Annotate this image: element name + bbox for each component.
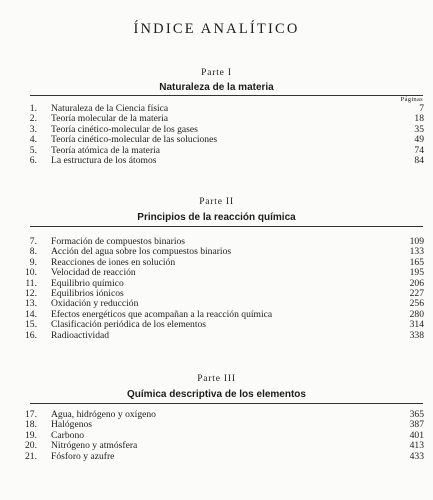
toc-entry-title: Velocidad de reacción: [51, 267, 136, 279]
toc-entry-title: Teoría atómica de la materia: [51, 144, 161, 156]
toc-entry-title: Naturaleza de la Ciencia física: [51, 103, 169, 114]
toc-entry-page: 338: [409, 329, 424, 341]
toc-entry-title: Teoría cinético-molecular de los gases: [51, 123, 198, 135]
part-2-heading: Principios de la reacción química: [137, 212, 296, 223]
toc-entry-title: Radioactividad: [51, 329, 110, 341]
toc-entry-title: Clasificación periódica de los elementos: [51, 319, 207, 331]
toc-entry-number: 1.: [29, 103, 37, 114]
toc-entry[interactable]: [0, 135, 433, 145]
toc-entry-number: 10.: [25, 267, 37, 279]
toc-entry-title: Agua, hidrógeno y oxígeno: [51, 409, 156, 420]
toc-entry[interactable]: [0, 331, 433, 341]
part-2-label: Parte II: [199, 197, 234, 207]
toc-entry-page: 314: [409, 319, 424, 331]
toc-entry-title: La estructura de los átomos: [51, 154, 157, 166]
toc-entry-number: 21.: [25, 450, 37, 462]
toc-entry-number: 3.: [29, 123, 37, 135]
part-1-entries: [0, 104, 433, 166]
pages-column-label: Páginas: [400, 96, 423, 103]
toc-entry[interactable]: [0, 156, 433, 166]
toc-entry-number: 4.: [29, 134, 37, 146]
toc-entry-title: Acción del agua sobre los compuestos binarios: [51, 246, 232, 258]
toc-entry[interactable]: [0, 268, 433, 278]
toc-entry-number: 14.: [25, 308, 37, 320]
part-1-label: Parte I: [201, 68, 232, 78]
toc-entry-number: 18.: [25, 419, 37, 431]
toc-entry-page: 206: [409, 277, 424, 289]
toc-entry-number: 8.: [29, 246, 37, 258]
toc-entry-title: Formación de compuestos binarios: [51, 236, 186, 247]
toc-entry-page: 109: [409, 236, 424, 247]
toc-entry[interactable]: [0, 452, 433, 462]
toc-entry-number: 7.: [29, 236, 37, 247]
toc-entry-title: Oxidación y reducción: [51, 298, 139, 310]
toc-entry-title: Efectos energéticos que acompañan a la reacción química: [51, 308, 273, 320]
part-1-rule: [30, 95, 423, 96]
toc-entry-title: Teoría molecular de la materia: [51, 113, 169, 125]
toc-entry-number: 5.: [29, 144, 37, 156]
toc-entry-page: 280: [409, 308, 424, 320]
toc-entry-page: 35: [414, 123, 424, 135]
toc-entry[interactable]: [0, 441, 433, 451]
toc-entry-page: 413: [409, 440, 424, 452]
toc-entry-number: 12.: [25, 287, 37, 299]
part-2-rule: [30, 226, 423, 227]
toc-entry-title: Carbono: [51, 429, 85, 441]
toc-entry-page: 387: [409, 419, 424, 431]
toc-entry-number: 11.: [25, 277, 37, 289]
toc-entry-number: 13.: [25, 298, 37, 310]
part-3-heading: Química descriptiva de los elementos: [127, 389, 306, 400]
toc-entry-number: 6.: [29, 154, 37, 166]
toc-entry-number: 15.: [25, 319, 37, 331]
toc-entry-page: 84: [414, 154, 424, 166]
toc-entry-page: 256: [409, 298, 424, 310]
part-3-rule: [30, 403, 423, 404]
part-3-label: Parte III: [197, 374, 236, 384]
toc-entry-title: Halógenos: [51, 419, 93, 431]
part-1-heading: Naturaleza de la materia: [159, 82, 274, 93]
toc-entry-page: 49: [414, 134, 424, 146]
toc-entry-number: 16.: [25, 329, 37, 341]
toc-entry-page: 433: [409, 450, 424, 462]
toc-entry-title: Equilibrio químico: [51, 277, 124, 289]
toc-entry-page: 133: [409, 246, 424, 258]
toc-entry-page: 7: [419, 103, 424, 114]
part-3-entries: [0, 410, 433, 462]
toc-entry-page: 195: [409, 267, 424, 279]
toc-entry-page: 165: [409, 256, 424, 268]
toc-entry-number: 17.: [25, 409, 37, 420]
page-title: ÍNDICE ANALÍTICO: [133, 21, 300, 37]
toc-entry[interactable]: [0, 320, 433, 330]
toc-entry-page: 227: [409, 287, 424, 299]
toc-entry-page: 74: [414, 144, 424, 156]
toc-entry-title: Teoría cinético-molecular de las soluciones: [51, 134, 218, 146]
toc-entry-title: Nitrógeno y atmósfera: [51, 440, 138, 452]
toc-entry-title: Reacciones de iones en solución: [51, 256, 176, 268]
toc-entry-title: Fósforo y azufre: [51, 450, 115, 462]
toc-entry-number: 20.: [25, 440, 37, 452]
part-2-entries: [0, 237, 433, 341]
toc-entry-page: 18: [414, 113, 424, 125]
toc-entry-page: 401: [409, 429, 424, 441]
toc-entry-number: 19.: [25, 429, 37, 441]
toc-entry-number: 2.: [29, 113, 37, 125]
toc-entry-title: Equilibrios iónicos: [51, 287, 124, 299]
toc-entry-number: 9.: [29, 256, 37, 268]
toc-entry-page: 365: [409, 409, 424, 420]
